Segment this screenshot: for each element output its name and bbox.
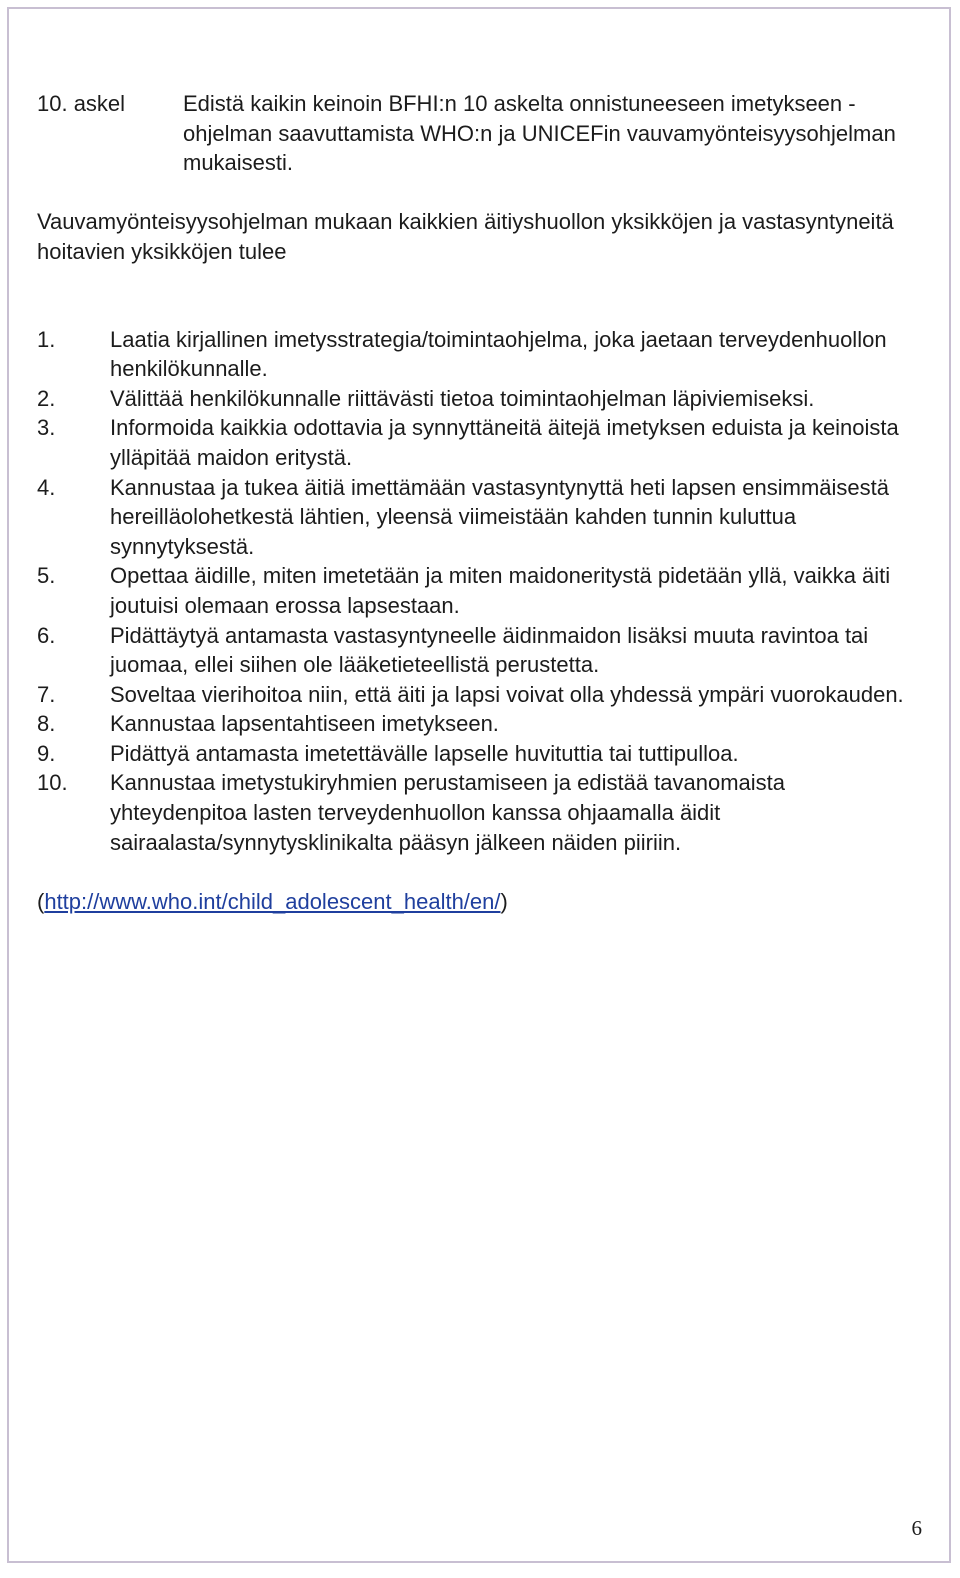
source-open-paren: ( bbox=[37, 888, 45, 914]
steps-list bbox=[37, 325, 907, 858]
list-item-text: Laatia kirjallinen imetysstrategia/toimintaohjelma, joka jaetaan terveydenhuollon henkilökunnalle. bbox=[110, 326, 887, 382]
list-item bbox=[37, 739, 907, 769]
list-item-number: 9. bbox=[37, 740, 56, 766]
list-item-number: 10. bbox=[37, 770, 68, 796]
list-item bbox=[37, 621, 907, 680]
list-item-number: 3. bbox=[37, 415, 56, 441]
list-item-number: 2. bbox=[37, 385, 56, 411]
list-item bbox=[37, 561, 907, 620]
list-item bbox=[37, 709, 907, 739]
source-close-paren: ) bbox=[500, 888, 508, 914]
list-item-text: Opettaa äidille, miten imetetään ja miten maidoneritystä pidetään yllä, vaikka äiti joutuisi olemaan erossa lapsestaan. bbox=[110, 563, 891, 618]
list-item-text: Kannustaa ja tukea äitiä imettämään vastasyntynyttä heti lapsen ensimmäisestä hereilläolohetkestä lähtien, yleensä viimeistään kahden tunnin kuluttua synnytyksestä. bbox=[110, 474, 889, 559]
intro-paragraph: Vauvamyönteisyysohjelman mukaan kaikkien äitiyshuollon yksikköjen ja vastasyntyneitä hoitavien yksikköjen tulee bbox=[37, 209, 894, 264]
list-item bbox=[37, 325, 907, 384]
list-item-number: 5. bbox=[37, 563, 56, 589]
page-number: 6 bbox=[911, 1516, 922, 1540]
list-item-number: 6. bbox=[37, 622, 56, 648]
who-source-link[interactable]: http://www.who.int/child_adolescent_health/en/ bbox=[44, 888, 501, 914]
list-item-number: 1. bbox=[37, 326, 56, 352]
list-item-text: Soveltaa vierihoitoa niin, että äiti ja lapsi voivat olla yhdessä ympäri vuorokauden. bbox=[110, 681, 904, 707]
step-heading bbox=[37, 89, 907, 178]
step-text: Edistä kaikin keinoin BFHI:n 10 askelta onnistuneeseen imetykseen -ohjelman saavuttamista WHO:n ja UNICEFin vauvamyönteisyysohjelman mukaisesti. bbox=[183, 91, 896, 176]
list-item bbox=[37, 413, 907, 472]
list-item bbox=[37, 473, 907, 562]
list-item-text: Kannustaa lapsentahtiseen imetykseen. bbox=[110, 711, 499, 737]
list-item-text: Informoida kaikkia odottavia ja synnyttäneitä äitejä imetyksen eduista ja keinoista ylläpitää maidon eritystä. bbox=[110, 415, 899, 470]
list-item-text: Kannustaa imetystukiryhmien perustamiseen ja edistää tavanomaista yhteydenpitoa lasten terveydenhuollon kanssa ohjaamalla äidit sairaalasta/synnytysklinikalta pääsyn jälkeen näiden piiriin. bbox=[110, 770, 786, 855]
list-item-text: Pidättäytyä antamasta vastasyntyneelle äidinmaidon lisäksi muuta ravintoa tai juomaa, ellei siihen ole lääketieteellistä perustetta. bbox=[110, 622, 869, 678]
source-reference bbox=[37, 887, 907, 917]
step-label: 10. askel bbox=[37, 91, 126, 116]
list-item-text: Välittää henkilökunnalle riittävästi tietoa toimintaohjelman läpiviemiseksi. bbox=[110, 385, 815, 411]
list-item bbox=[37, 768, 907, 857]
list-item-number: 4. bbox=[37, 474, 56, 500]
list-item-number: 8. bbox=[37, 711, 56, 737]
list-item-number: 7. bbox=[37, 681, 56, 707]
list-item-text: Pidättyä antamasta imetettävälle lapselle huvituttia tai tuttipulloa. bbox=[110, 740, 739, 766]
list-item bbox=[37, 680, 907, 710]
list-item bbox=[37, 384, 907, 414]
document-body bbox=[37, 89, 907, 916]
